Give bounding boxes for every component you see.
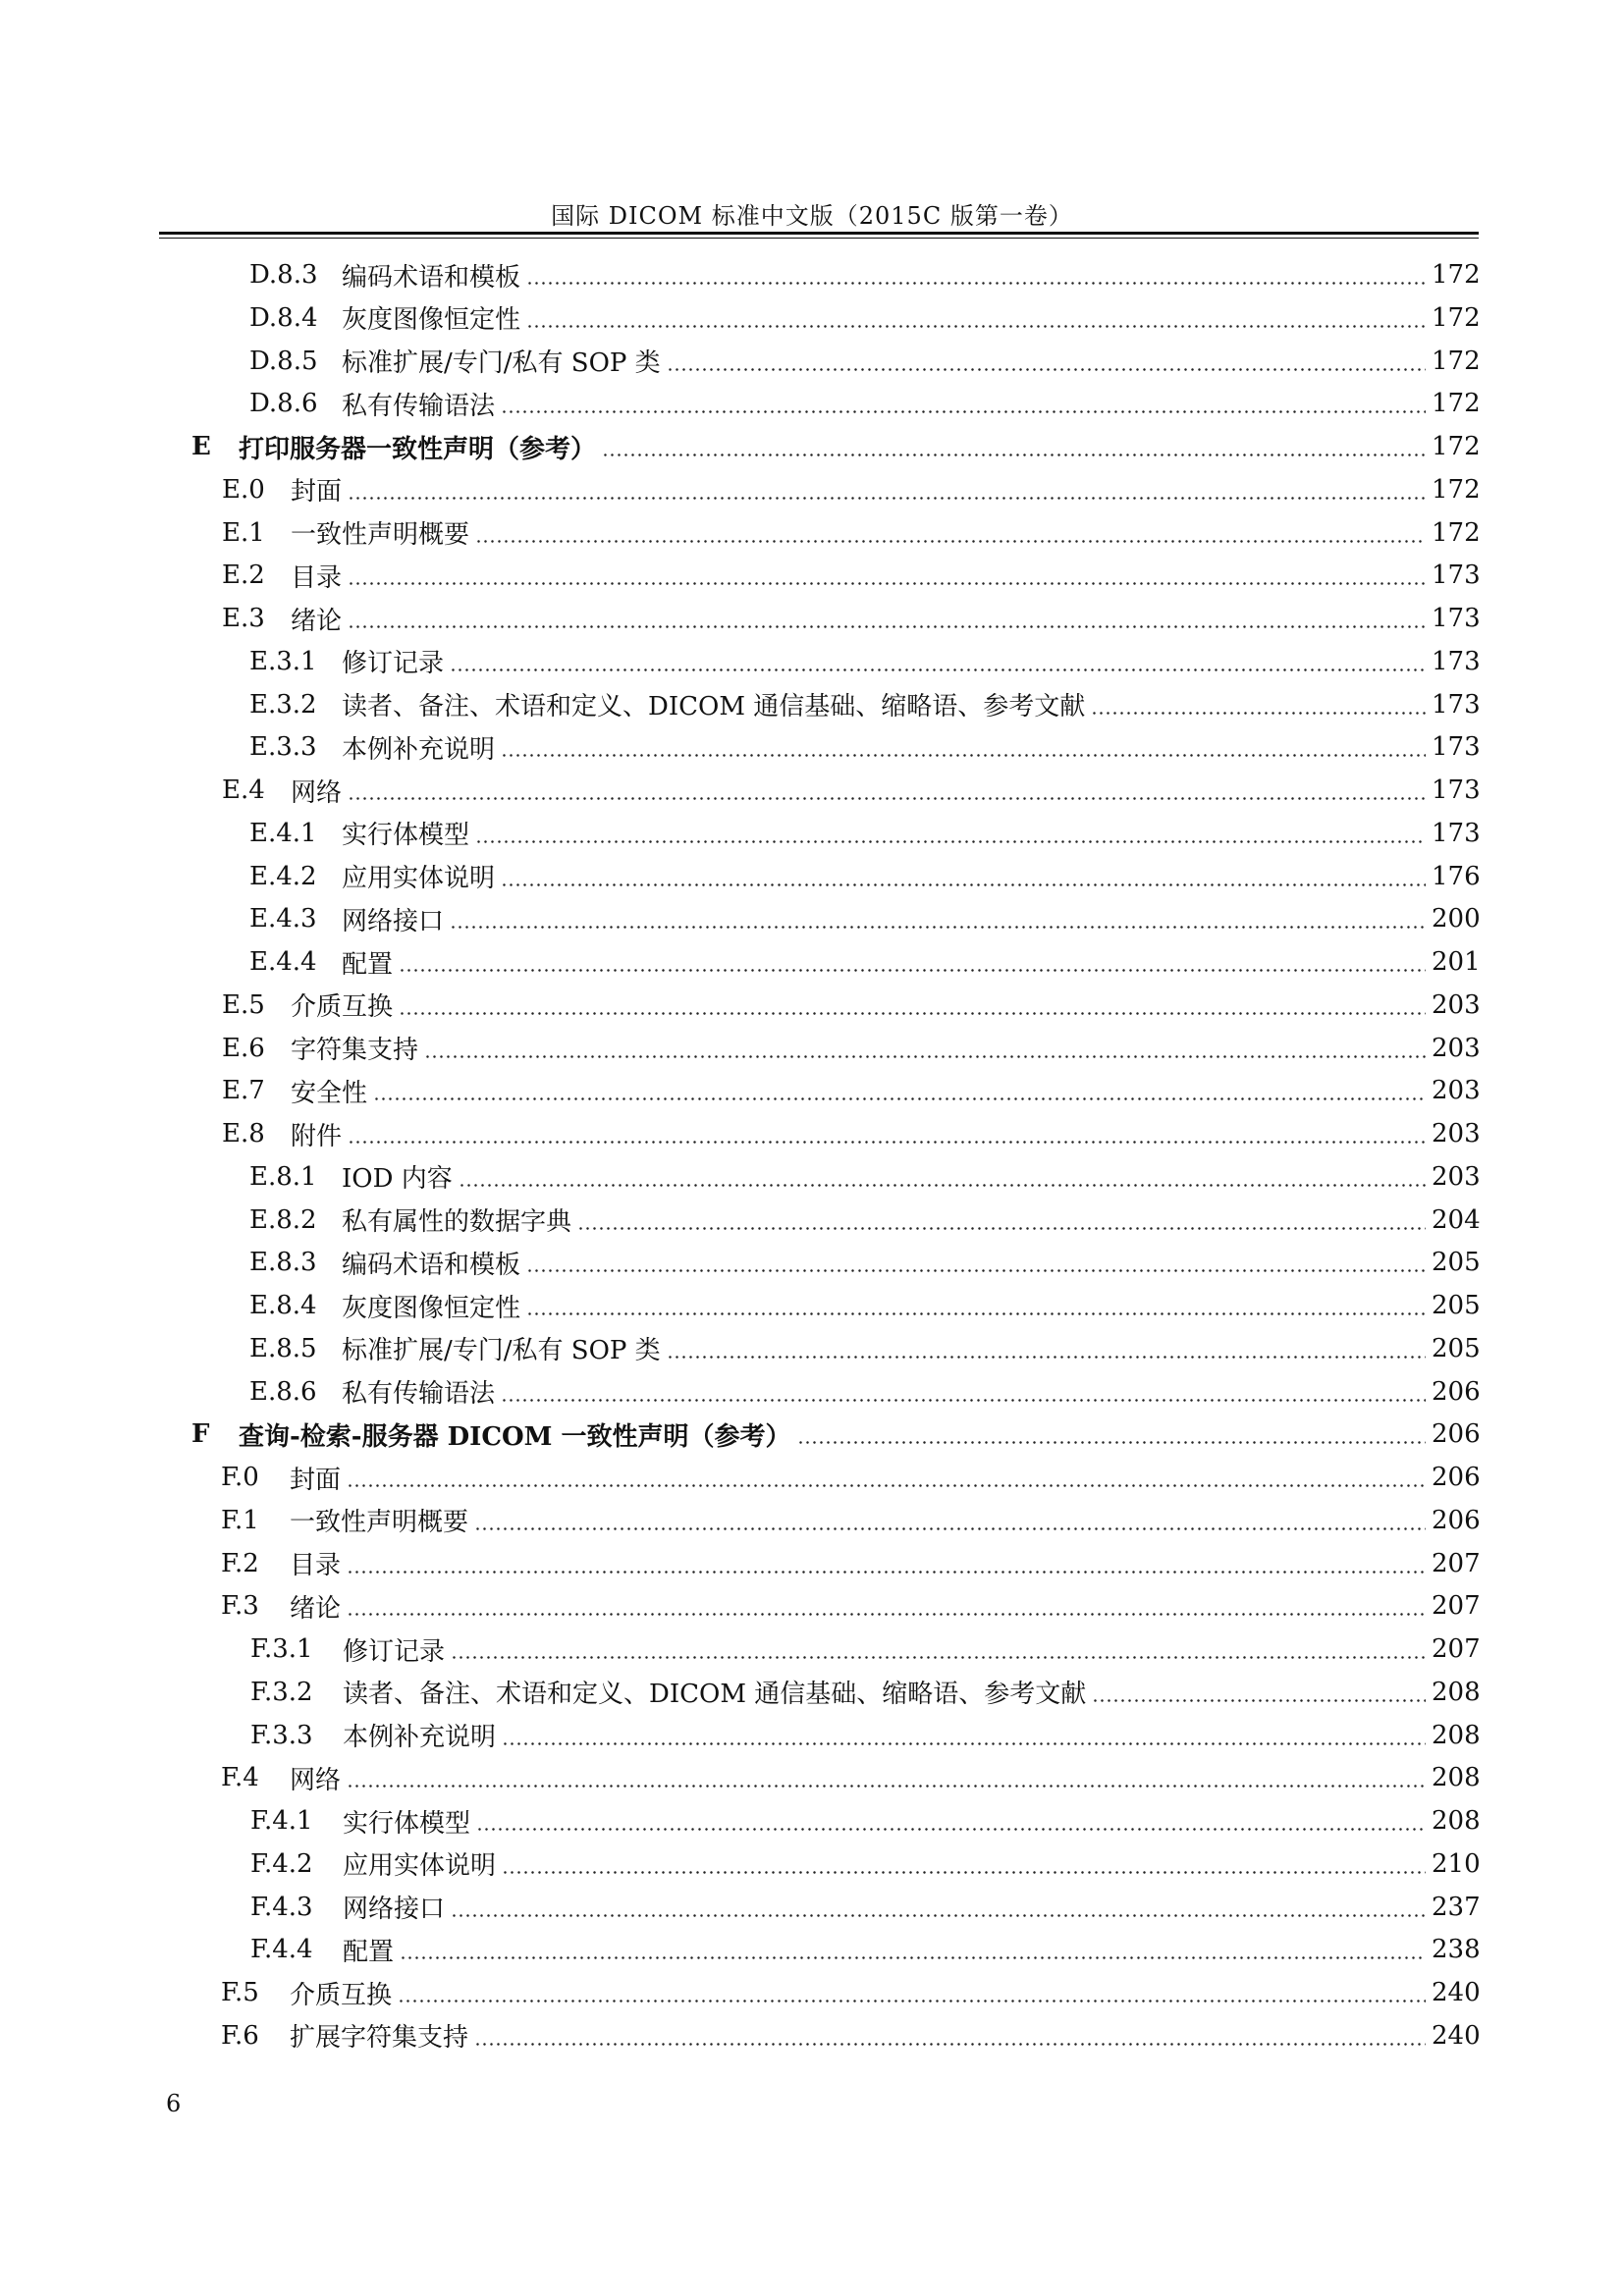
toc-entry-title: 编码术语和模板 <box>342 262 521 293</box>
toc-entry-page: 203 <box>1432 989 1481 1020</box>
toc-entry-page: 172 <box>1432 474 1481 505</box>
toc-entry-title: 标准扩展/专门/私有 SOP 类 <box>342 348 661 378</box>
toc-entry-page: 172 <box>1432 432 1481 461</box>
toc-entry[interactable] <box>222 769 1481 812</box>
toc-entry-page: 203 <box>1432 1161 1481 1192</box>
toc-entry-title: 标准扩展/专门/私有 SOP 类 <box>342 1336 661 1366</box>
dot-leader <box>577 1207 1426 1233</box>
dot-leader <box>501 864 1426 889</box>
dot-leader <box>502 1723 1426 1748</box>
dot-leader <box>474 2023 1426 2049</box>
toc-entry[interactable] <box>191 1413 1481 1456</box>
toc-entry-number: E.8.6 <box>249 1376 317 1407</box>
dot-leader <box>347 1593 1426 1619</box>
dot-leader <box>1091 692 1426 718</box>
toc-entry-page: 207 <box>1432 1591 1481 1622</box>
toc-entry-title: 附件 <box>291 1121 343 1151</box>
dot-leader <box>347 1551 1426 1576</box>
toc-entry-title: 网络 <box>290 1765 342 1795</box>
toc-entry-title: 扩展字符集支持 <box>290 2023 469 2054</box>
toc-entry[interactable] <box>222 468 1481 511</box>
toc-entry-number: F.4.2 <box>250 1848 313 1879</box>
toc-entry-page: 207 <box>1432 1548 1481 1578</box>
dot-leader <box>526 262 1426 288</box>
toc-entry-number: F.3 <box>221 1591 259 1622</box>
toc-entry-number: E.8.5 <box>249 1333 317 1363</box>
toc-entry-number: E.7 <box>222 1076 265 1106</box>
toc-entry[interactable] <box>222 511 1481 555</box>
toc-entry-page: 203 <box>1432 1076 1481 1106</box>
toc-entry-title: 灰度图像恒定性 <box>342 305 521 336</box>
toc-entry-page: 205 <box>1432 1291 1481 1320</box>
dot-leader <box>373 1078 1426 1103</box>
toc-entry-title: 读者、备注、术语和定义、DICOM 通信基础、缩略语、参考文献 <box>342 692 1086 721</box>
toc-entry-title: 私有属性的数据字典 <box>342 1207 572 1237</box>
toc-entry-page: 205 <box>1432 1333 1481 1363</box>
toc-entry-page: 204 <box>1432 1204 1481 1235</box>
toc-entry-number: F.4 <box>221 1763 259 1793</box>
toc-entry[interactable] <box>249 940 1481 984</box>
dot-leader <box>1092 1680 1426 1705</box>
dot-leader <box>475 520 1426 546</box>
toc-entry[interactable] <box>250 1928 1481 1971</box>
toc-entry-page: 210 <box>1432 1848 1481 1879</box>
dot-leader <box>667 1336 1426 1362</box>
dot-leader <box>451 1895 1426 1920</box>
dot-leader <box>526 1293 1426 1318</box>
toc-entry-number: F.4.3 <box>250 1892 313 1922</box>
toc-entry[interactable] <box>250 1799 1481 1842</box>
toc-entry[interactable] <box>221 1542 1481 1585</box>
toc-entry-title: 字符集支持 <box>291 1036 419 1065</box>
toc-entry-title: 目录 <box>290 1551 342 1580</box>
toc-entry-number: E.8 <box>222 1119 265 1148</box>
toc-entry-number: D.8.3 <box>249 260 318 290</box>
dot-leader <box>501 391 1426 416</box>
toc-entry-title: 网络接口 <box>342 906 445 936</box>
toc-entry-title: IOD 内容 <box>342 1164 453 1195</box>
dot-leader <box>474 1508 1426 1533</box>
toc-entry-number: E.3 <box>222 604 265 633</box>
toc-entry-page: 206 <box>1432 1419 1481 1450</box>
dot-leader <box>348 562 1426 588</box>
toc-entry[interactable] <box>249 812 1481 855</box>
toc-entry-page: 173 <box>1432 689 1481 720</box>
toc-entry-number: E.4 <box>222 775 265 805</box>
toc-entry-page: 208 <box>1432 1763 1481 1793</box>
toc-entry-title: 网络接口 <box>343 1895 446 1924</box>
toc-entry[interactable] <box>249 1241 1481 1284</box>
dot-leader <box>399 949 1426 975</box>
toc-entry-title: 一致性声明概要 <box>290 1508 469 1538</box>
toc-entry-page: 206 <box>1432 1376 1481 1407</box>
toc-entry-number: E.4.3 <box>249 904 317 934</box>
toc-entry-number: E.8.2 <box>249 1204 317 1235</box>
running-header: 国际 DICOM 标准中文版（2015C 版第一卷） <box>551 202 1073 230</box>
toc-entry-page: 200 <box>1432 904 1481 934</box>
dot-leader <box>797 1421 1426 1447</box>
toc-entry[interactable] <box>249 1327 1481 1370</box>
toc-entry-number: D.8.4 <box>249 302 318 333</box>
dot-leader <box>526 305 1426 331</box>
toc-entry-number: E.0 <box>222 474 265 505</box>
dot-leader <box>526 1250 1426 1275</box>
dot-leader <box>348 1121 1426 1147</box>
dot-leader <box>502 1851 1426 1877</box>
toc-entry-number: E.5 <box>222 989 265 1020</box>
toc-entry-title: 绪论 <box>291 606 343 636</box>
dot-leader <box>348 777 1426 803</box>
toc-entry-page: 208 <box>1432 1806 1481 1836</box>
toc-entry[interactable] <box>249 340 1481 383</box>
toc-entry-title: 私有传输语法 <box>342 391 496 421</box>
toc-entry[interactable] <box>250 1842 1481 1886</box>
toc-entry[interactable] <box>249 1155 1481 1199</box>
toc-entry-page: 172 <box>1432 517 1481 548</box>
toc-entry[interactable] <box>222 1112 1481 1155</box>
toc-entry[interactable] <box>249 855 1481 898</box>
toc-entry[interactable] <box>221 1456 1481 1499</box>
toc-entry-page: 206 <box>1432 1505 1481 1535</box>
toc-entry-number: E.3.1 <box>249 646 317 676</box>
dot-leader <box>348 477 1426 503</box>
dot-leader <box>459 1164 1426 1190</box>
toc-entry[interactable] <box>249 1370 1481 1414</box>
toc-entry-title: 修订记录 <box>343 1636 446 1667</box>
toc-entry[interactable] <box>249 683 1481 726</box>
dot-leader <box>400 1937 1426 1962</box>
toc-entry[interactable] <box>249 1199 1481 1242</box>
toc-entry-title: 私有传输语法 <box>342 1379 496 1409</box>
toc-entry-number: F.2 <box>221 1548 259 1578</box>
toc-entry-title: 网络 <box>291 777 343 808</box>
toc-entry-number: F.4.4 <box>250 1935 313 1965</box>
page-number: 6 <box>166 2090 182 2117</box>
dot-leader <box>347 1465 1426 1490</box>
toc-entry-title: 修订记录 <box>342 649 445 679</box>
toc-entry[interactable] <box>221 1971 1481 2014</box>
toc-entry-number: E.8.1 <box>249 1161 317 1192</box>
toc-entry-title: 介质互换 <box>290 1980 393 2010</box>
toc-entry-number: F.6 <box>221 2020 259 2051</box>
toc-entry[interactable] <box>191 425 1481 468</box>
toc-entry-number: E.4.1 <box>249 818 317 848</box>
toc-entry-number: E.8.4 <box>249 1291 317 1320</box>
toc-entry-page: 173 <box>1432 561 1481 591</box>
dot-leader <box>398 1980 1426 2005</box>
dot-leader <box>667 348 1426 374</box>
toc-entry-page: 206 <box>1432 1463 1481 1492</box>
toc-entry-page: 203 <box>1432 1119 1481 1148</box>
toc-entry[interactable] <box>250 1671 1481 1714</box>
toc-entry-title: 灰度图像恒定性 <box>342 1293 521 1323</box>
toc-entry-page: 208 <box>1432 1720 1481 1750</box>
header-rule-thin <box>159 238 1479 239</box>
toc-entry-number: F.0 <box>221 1463 259 1492</box>
toc-entry-page: 176 <box>1432 861 1481 891</box>
toc-entry[interactable] <box>221 1499 1481 1542</box>
toc-entry[interactable] <box>221 1756 1481 1799</box>
toc-entry-page: 205 <box>1432 1248 1481 1278</box>
toc-entry[interactable] <box>222 1027 1481 1070</box>
toc-entry-page: 240 <box>1432 2020 1481 2051</box>
toc-entry-title: 编码术语和模板 <box>342 1250 521 1280</box>
toc-entry-title: 应用实体说明 <box>343 1851 497 1882</box>
toc-entry-number: D.8.6 <box>249 389 318 419</box>
dot-leader <box>475 821 1426 846</box>
toc-entry[interactable] <box>249 725 1481 769</box>
toc-entry[interactable] <box>249 897 1481 940</box>
toc-entry-title: 打印服务器一致性声明（参考） <box>239 434 597 464</box>
toc-entry-title: 介质互换 <box>291 992 394 1023</box>
toc-entry-number: E <box>191 432 211 461</box>
dot-leader <box>399 992 1426 1018</box>
dot-leader <box>501 1379 1426 1405</box>
toc-entry-page: 172 <box>1432 346 1481 376</box>
toc-entry[interactable] <box>249 1284 1481 1327</box>
dot-leader <box>602 434 1426 459</box>
toc-entry-number: E.3.3 <box>249 732 317 763</box>
toc-entry-title: 实行体模型 <box>342 821 470 851</box>
dot-leader <box>476 1808 1426 1834</box>
toc-entry-title: 安全性 <box>291 1078 368 1108</box>
dot-leader <box>347 1765 1426 1790</box>
toc-entry-title: 目录 <box>291 562 343 593</box>
toc-entry-title: 本例补充说明 <box>342 734 496 765</box>
toc-entry-page: 201 <box>1432 947 1481 977</box>
toc-entry-page: 172 <box>1432 389 1481 419</box>
toc-entry-number: F.1 <box>221 1505 259 1535</box>
toc-entry-page: 172 <box>1432 260 1481 290</box>
toc-entry[interactable] <box>222 597 1481 640</box>
toc-entry-title: 配置 <box>342 949 394 980</box>
toc-entry-number: F.4.1 <box>250 1806 313 1836</box>
toc-entry[interactable] <box>249 640 1481 683</box>
toc-entry-page: 208 <box>1432 1677 1481 1707</box>
toc-entry-title: 实行体模型 <box>343 1808 471 1839</box>
header-rule-thick <box>159 232 1479 235</box>
toc-entry-number: F <box>191 1419 210 1450</box>
toc-entry-page: 173 <box>1432 818 1481 848</box>
toc-entry[interactable] <box>249 296 1481 340</box>
toc-entry[interactable] <box>249 253 1481 296</box>
dot-leader <box>451 1636 1426 1662</box>
toc-entry-number: F.3.3 <box>250 1720 313 1750</box>
toc-entry-page: 173 <box>1432 604 1481 633</box>
toc-entry[interactable] <box>250 1886 1481 1929</box>
dot-leader <box>450 906 1426 932</box>
toc-entry-number: F.3.2 <box>250 1677 313 1707</box>
toc-entry-page: 240 <box>1432 1978 1481 2007</box>
toc-entry[interactable] <box>250 1628 1481 1671</box>
toc-entry-title: 封面 <box>291 477 343 507</box>
toc-entry-title: 应用实体说明 <box>342 864 496 893</box>
dot-leader <box>450 649 1426 674</box>
toc-entry-number: E.2 <box>222 561 265 591</box>
toc-entry-title: 读者、备注、术语和定义、DICOM 通信基础、缩略语、参考文献 <box>343 1680 1087 1710</box>
toc-entry-title: 本例补充说明 <box>343 1723 497 1752</box>
toc-entry-page: 173 <box>1432 732 1481 763</box>
toc-entry-title: 封面 <box>290 1465 342 1495</box>
toc-entry[interactable] <box>222 984 1481 1027</box>
toc-entry[interactable] <box>221 2014 1481 2057</box>
toc-entry-title: 一致性声明概要 <box>291 520 470 550</box>
toc-entry-number: E.8.3 <box>249 1248 317 1278</box>
toc-entry-page: 207 <box>1432 1634 1481 1664</box>
toc-entry-title: 配置 <box>343 1937 395 1967</box>
toc-entry-number: E.6 <box>222 1033 265 1063</box>
dot-leader <box>501 734 1426 760</box>
toc-entry-page: 203 <box>1432 1033 1481 1063</box>
dot-leader <box>424 1036 1426 1061</box>
toc-entry-page: 237 <box>1432 1892 1481 1922</box>
toc-entry-page: 238 <box>1432 1935 1481 1965</box>
toc-entry[interactable] <box>250 1714 1481 1757</box>
toc-entry-title: 查询-检索-服务器 DICOM 一致性声明（参考） <box>239 1421 791 1452</box>
toc-entry-page: 172 <box>1432 302 1481 333</box>
toc-entry-number: E.4.2 <box>249 861 317 891</box>
toc-entry[interactable] <box>221 1584 1481 1628</box>
toc-entry-page: 173 <box>1432 646 1481 676</box>
dot-leader <box>348 606 1426 631</box>
toc-entry-number: E.4.4 <box>249 947 317 977</box>
toc-entry-number: D.8.5 <box>249 346 318 376</box>
toc-entry-page: 173 <box>1432 775 1481 805</box>
toc-entry-number: E.3.2 <box>249 689 317 720</box>
toc-entry[interactable] <box>222 554 1481 597</box>
toc-entry-number: E.1 <box>222 517 265 548</box>
toc-entry-number: F.3.1 <box>250 1634 313 1664</box>
toc-entry[interactable] <box>222 1069 1481 1112</box>
toc-entry[interactable] <box>249 382 1481 425</box>
toc-entry-number: F.5 <box>221 1978 259 2007</box>
toc-entry-title: 绪论 <box>290 1593 342 1624</box>
